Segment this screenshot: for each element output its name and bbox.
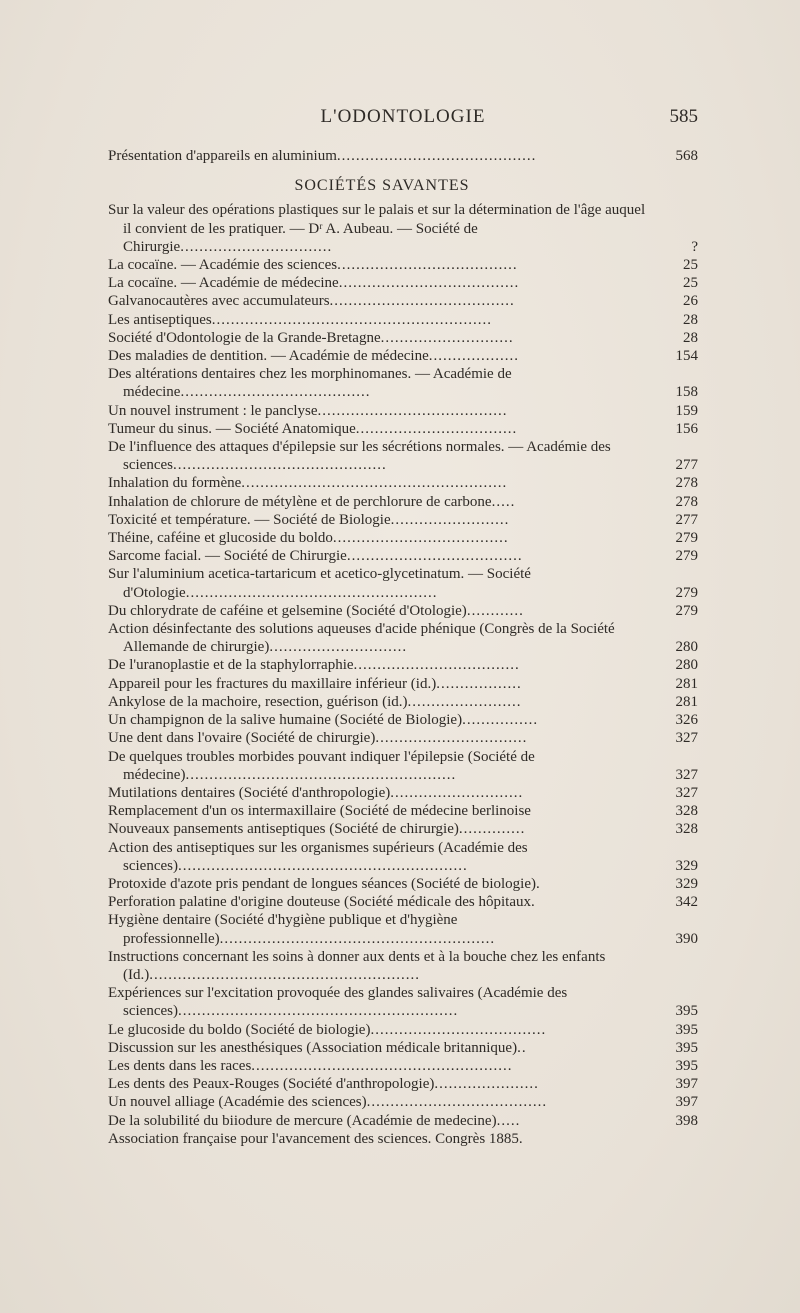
entry-title: De l'influence des attaques d'épilepsie sur les sécrétions normales. — Académie des sciences — [108, 439, 611, 474]
entry-title: Les antiseptiques — [108, 311, 212, 328]
dot-leader: .......................................................... — [219, 930, 496, 947]
entry-page: 280 — [675, 639, 698, 656]
entry-title: Les dents dans les races — [108, 1057, 252, 1074]
entry-page: 158 — [675, 384, 698, 401]
entry-title: Sur la valeur des opérations plastiques sur le palais et sur la détermination de l'âge auquel il convient de les pratiquer. — Dʳ A. Aubeau. — Société de Chirurgie — [108, 202, 646, 255]
toc-entry — [108, 875, 698, 893]
toc-entry — [108, 656, 698, 674]
toc-entry — [108, 474, 698, 492]
toc-entry — [108, 420, 698, 438]
entry-page: 397 — [675, 1076, 698, 1093]
entry-page: 328 — [675, 803, 698, 820]
toc-entry — [108, 748, 698, 784]
entry-title: Société d'Odontologie de la Grande-Bretagne — [108, 329, 381, 346]
dot-leader: ..... — [491, 493, 516, 510]
entry-title: De l'uranoplastie et de la staphylorraphie — [108, 657, 354, 674]
entry-title: Sarcome facial. — Société de Chirurgie — [108, 548, 347, 565]
toc-entry — [108, 311, 698, 329]
toc-entry — [108, 1039, 698, 1057]
entry-title: Perforation palatine d'origine douteuse (Société médicale des hôpitaux. — [108, 894, 535, 911]
entry-title: Un champignon de la salive humaine (Société de Biologie) — [108, 712, 463, 729]
dot-leader: .................................. — [355, 420, 518, 437]
entry-page: 327 — [675, 784, 698, 801]
dot-leader: ................................... — [353, 657, 520, 674]
dot-leader: .................. — [436, 675, 522, 692]
dot-leader: ............................................................. — [177, 857, 468, 874]
dot-leader: ............................. — [269, 639, 408, 656]
dot-leader: ......................................................... — [149, 966, 420, 983]
dot-leader: ................................ — [180, 238, 333, 255]
entry-title: Les dents des Peaux-Rouges (Société d'anthropologie) — [108, 1076, 435, 1093]
dot-leader: ....................................................... — [251, 1057, 513, 1074]
entry-page: 28 — [683, 311, 698, 328]
toc-entry — [108, 1021, 698, 1039]
entry-title: Inhalation du formène — [108, 475, 242, 492]
entry-page: 28 — [683, 329, 698, 346]
dot-leader: ..................................... — [346, 548, 523, 565]
dot-leader: ............................ — [390, 784, 524, 801]
entry-title: Expériences sur l'excitation provoquée des glandes salivaires (Académie des sciences) — [108, 985, 568, 1020]
dot-leader: ...................... — [434, 1076, 539, 1093]
page-number: 585 — [669, 106, 698, 127]
entry-title: Un nouvel alliage (Académie des sciences) — [108, 1094, 367, 1111]
toc-entry — [108, 147, 698, 165]
entry-title: La cocaïne. — Académie des sciences — [108, 257, 338, 274]
running-title: L'ODONTOLOGIE — [320, 106, 486, 127]
toc-entry — [108, 547, 698, 565]
entry-title: Mutilations dentaires (Société d'anthropologie) — [108, 784, 391, 801]
entry-title: De quelques troubles morbides pouvant indiquer l'épilepsie (Société de médecine) — [108, 748, 535, 783]
dot-leader: ................... — [428, 348, 519, 365]
entry-page: 278 — [675, 475, 698, 492]
entry-page: 398 — [675, 1112, 698, 1129]
entry-page: 279 — [675, 602, 698, 619]
toc-entry — [108, 729, 698, 747]
dot-leader: .............. — [458, 821, 526, 838]
entry-title: Inhalation de chlorure de métylène et de perchlorure de carbone — [108, 493, 492, 510]
entry-page: 279 — [675, 548, 698, 565]
dot-leader: ............ — [466, 602, 524, 619]
entry-title: Un nouvel instrument : le panclyse — [108, 402, 318, 419]
toc-entry — [108, 565, 698, 601]
entry-title: Des altérations dentaires chez les morphinomanes. — Académie de médecine — [108, 366, 512, 401]
dot-leader: ............................ — [380, 329, 514, 346]
toc-entry — [108, 893, 698, 911]
toc-entry — [108, 402, 698, 420]
entry-page: 279 — [675, 584, 698, 601]
entry-page: 329 — [675, 857, 698, 874]
entry-title: Appareil pour les fractures du maxillaire inférieur (id.) — [108, 675, 437, 692]
entry-title: Hygiène dentaire (Société d'hygiène publique et d'hygiène professionnelle) — [108, 912, 458, 947]
toc-entry — [108, 711, 698, 729]
entry-title: La cocaïne. — Académie de médecine — [108, 275, 339, 292]
entry-title: Le glucoside du boldo (Société de biologie) — [108, 1021, 371, 1038]
section-heading: SOCIÉTÉS SAVANTES — [294, 177, 470, 195]
toc-entry — [108, 984, 698, 1020]
entry-page: 156 — [675, 420, 698, 437]
toc-entry — [108, 802, 698, 820]
entry-title: Association française pour l'avancement des sciences. Congrès 1885. — [108, 1130, 523, 1147]
entry-title: Discussion sur les anesthésiques (Association médicale britannique) — [108, 1039, 518, 1056]
dot-leader: ........................................................... — [177, 1003, 459, 1020]
table-of-contents — [108, 147, 698, 1148]
page-header — [108, 106, 698, 136]
entry-page: 342 — [675, 894, 698, 911]
entry-page: ? — [691, 238, 698, 255]
entry-title: Présentation d'appareils en aluminium — [108, 148, 337, 164]
entry-title: Instructions concernant les soins à donner aux dents et à la bouche chez les enfants (Id.) — [108, 948, 606, 983]
entry-page: 395 — [675, 1039, 698, 1056]
toc-entry — [108, 256, 698, 274]
entry-page: 281 — [675, 675, 698, 692]
entry-title: Théine, caféine et glucoside du boldo — [108, 530, 333, 547]
dot-leader: ..... — [496, 1112, 521, 1129]
dot-leader: ............................................. — [172, 457, 387, 474]
entry-page: 390 — [675, 930, 698, 947]
entry-page: 395 — [675, 1003, 698, 1020]
entry-title: Nouveaux pansements antiseptiques (Société de chirurgie) — [108, 821, 459, 838]
toc-entry — [108, 948, 656, 984]
dot-leader: ........................................................... — [211, 311, 492, 328]
dot-leader: .. — [517, 1039, 527, 1056]
toc-entry — [108, 911, 698, 947]
toc-entry — [108, 1057, 698, 1075]
entry-title: Remplacement d'un os intermaxillaire (Société de médecine berlinoise — [108, 803, 531, 820]
toc-entry — [108, 602, 698, 620]
dot-leader: ......................................................... — [185, 766, 457, 783]
entry-page: 328 — [675, 821, 698, 838]
toc-entry — [108, 1093, 698, 1111]
dot-leader: ..................................... — [370, 1021, 547, 1038]
toc-entry — [108, 839, 698, 875]
entry-title: Sur l'aluminium acetica-tartaricum et acetico-glycetinatum. — Société d'Otologie — [108, 566, 531, 601]
dot-leader: ....................................... — [329, 293, 515, 310]
toc-entry — [108, 529, 698, 547]
dot-leader: ..................................................... — [185, 584, 438, 601]
dot-leader: ........................................ — [317, 402, 508, 419]
toc-entry — [108, 274, 698, 292]
dot-leader: ..................................... — [332, 530, 509, 547]
entry-title: Tumeur du sinus. — Société Anatomique — [108, 420, 356, 437]
toc-entry — [108, 329, 698, 347]
entry-title: Protoxide d'azote pris pendant de longues séances (Société de biologie). — [108, 875, 540, 892]
toc-entry — [108, 1075, 698, 1093]
entry-page: 277 — [675, 511, 698, 528]
entry-title: Action des antiseptiques sur les organismes supérieurs (Académie des sciences) — [108, 839, 528, 874]
toc-entry — [108, 438, 698, 474]
dot-leader: ...................................... — [366, 1094, 548, 1111]
dot-leader: ...................................... — [338, 275, 520, 292]
entry-page: 281 — [675, 693, 698, 710]
dot-leader: ......................... — [390, 511, 510, 528]
entry-page: 278 — [675, 493, 698, 510]
entry-page: 280 — [675, 657, 698, 674]
toc-entry — [108, 784, 698, 802]
entry-title: Des maladies de dentition. — Académie de médecine — [108, 348, 429, 365]
dot-leader: ................................ — [375, 730, 528, 747]
entry-page: 25 — [683, 257, 698, 274]
dot-leader: ........................ — [407, 693, 522, 710]
entry-page: 159 — [675, 402, 698, 419]
entry-page: 395 — [675, 1057, 698, 1074]
dot-leader: ........................................................ — [241, 475, 508, 492]
toc-entry — [108, 365, 698, 401]
entry-title: Du chlorydrate de caféine et gelsemine (Société d'Otologie) — [108, 602, 467, 619]
section-entries — [108, 201, 698, 1148]
toc-entry — [108, 820, 698, 838]
entry-page: 279 — [675, 530, 698, 547]
toc-entry — [108, 620, 698, 656]
toc-entry — [108, 675, 698, 693]
toc-entry — [108, 493, 698, 511]
entry-page: 568 — [675, 148, 698, 164]
entry-title: Action désinfectante des solutions aqueuses d'acide phénique (Congrès de la Société Allemande de chirurgie) — [108, 621, 615, 656]
entry-title: Une dent dans l'ovaire (Société de chirurgie) — [108, 730, 376, 747]
dot-leader: ...................................... — [337, 257, 518, 274]
dot-leader: ................ — [462, 712, 539, 729]
entry-page: 277 — [675, 457, 698, 474]
toc-entry — [108, 201, 698, 256]
entry-title: De la solubilité du biiodure de mercure (Académie de medecine) — [108, 1112, 497, 1129]
toc-entry — [108, 292, 698, 310]
entry-page: 329 — [675, 875, 698, 892]
toc-entry — [108, 511, 698, 529]
dot-leader: ........................................ — [180, 384, 371, 401]
toc-entry — [108, 693, 698, 711]
entry-page: 397 — [675, 1094, 698, 1111]
toc-entry — [108, 1130, 656, 1148]
entry-title: Toxicité et température. — Société de Biologie — [108, 511, 391, 528]
entry-title: Galvanocautères avec accumulateurs — [108, 293, 330, 310]
entry-title: Ankylose de la machoire, resection, guérison (id.) — [108, 693, 408, 710]
entry-page: 395 — [675, 1021, 698, 1038]
toc-entry — [108, 1112, 698, 1130]
toc-entry — [108, 347, 698, 365]
entry-page: 154 — [675, 348, 698, 365]
entry-page: 327 — [675, 766, 698, 783]
dot-leader: .......................................... — [336, 148, 537, 164]
entry-page: 26 — [683, 293, 698, 310]
entry-page: 326 — [675, 712, 698, 729]
entry-page: 327 — [675, 730, 698, 747]
entry-page: 25 — [683, 275, 698, 292]
